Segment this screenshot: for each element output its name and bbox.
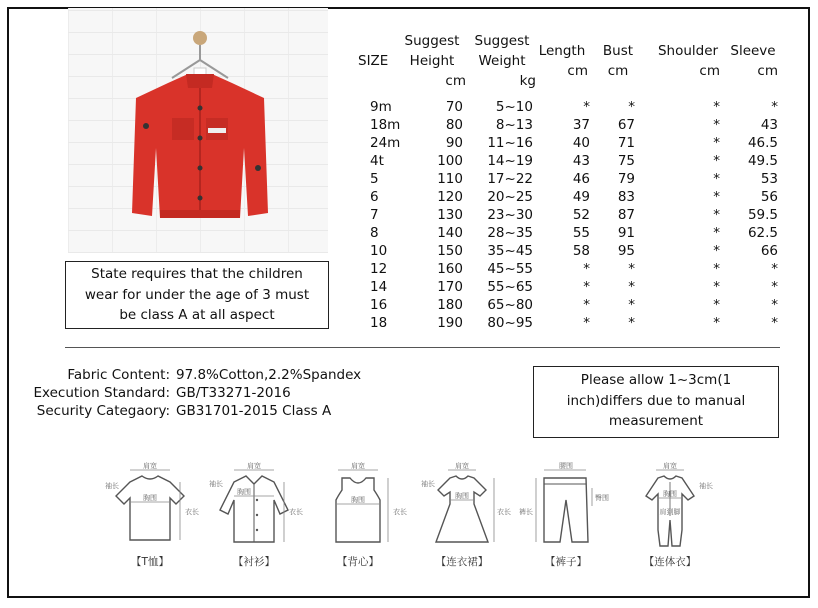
allow-line: measurement: [608, 413, 704, 429]
size-value-cell: 71: [617, 135, 635, 151]
size-value-cell: *: [583, 315, 590, 331]
allow-line: Please allow 1~3cm(1: [580, 372, 732, 388]
size-value-cell: *: [713, 261, 720, 277]
size-value-cell: *: [713, 207, 720, 223]
size-value-cell: *: [713, 243, 720, 259]
size-value-cell: 80~95: [487, 315, 533, 331]
size-value-cell: *: [713, 153, 720, 169]
garment-caption: 【连衣裙】: [435, 556, 489, 568]
size-value-cell: 49: [572, 189, 590, 205]
notice-line: State requires that the children: [91, 266, 303, 282]
size-value-cell: 35~45: [487, 243, 533, 259]
size-label-cell: 16: [370, 297, 388, 313]
dress-diagram-icon: [412, 460, 512, 552]
size-label-cell: 7: [370, 207, 379, 223]
size-label-cell: 6: [370, 189, 379, 205]
size-value-cell: *: [583, 261, 590, 277]
svg-text:肩宽: 肩宽: [351, 462, 365, 470]
size-value-cell: *: [771, 279, 778, 295]
size-value-cell: 62.5: [747, 225, 778, 241]
size-value-cell: *: [713, 171, 720, 187]
svg-text:腰围: 腰围: [559, 462, 573, 470]
svg-text:肩到脚: 肩到脚: [659, 508, 681, 516]
garment-romper: [620, 460, 720, 580]
size-value-cell: 65~80: [487, 297, 533, 313]
svg-text:裤长: 裤长: [519, 508, 533, 516]
size-value-cell: 56: [760, 189, 778, 205]
garment-tshirt: [100, 460, 200, 580]
garment-caption: 【连体衣】: [643, 556, 697, 568]
size-value-cell: 14~19: [487, 153, 533, 169]
size-value-cell: 43: [572, 153, 590, 169]
size-value-cell: 37: [572, 117, 590, 133]
notice-line: wear for under the age of 3 must: [84, 286, 310, 303]
svg-text:肩宽: 肩宽: [143, 462, 157, 470]
size-value-cell: *: [583, 99, 590, 115]
garment-caption: 【衬衫】: [233, 556, 275, 568]
size-label-cell: 9m: [370, 99, 392, 115]
garment-pants: [516, 460, 616, 580]
size-value-cell: 40: [572, 135, 590, 151]
size-value-cell: 28~35: [487, 225, 533, 241]
product-photo: [68, 8, 328, 253]
size-value-cell: *: [713, 117, 720, 133]
red-jacket-icon: [68, 8, 328, 253]
romper-diagram-icon: [620, 460, 720, 552]
size-value-cell: *: [771, 261, 778, 277]
section-divider: [65, 347, 780, 348]
size-value-cell: 110: [437, 171, 463, 187]
size-value-cell: *: [713, 315, 720, 331]
size-value-cell: 58: [572, 243, 590, 259]
size-value-cell: 23~30: [487, 207, 533, 223]
size-value-cell: *: [771, 297, 778, 313]
size-label-cell: 10: [370, 243, 388, 259]
size-value-cell: *: [628, 279, 635, 295]
size-value-cell: *: [713, 279, 720, 295]
size-value-cell: 66: [760, 243, 778, 259]
svg-text:胸围: 胸围: [663, 490, 677, 498]
svg-text:肩宽: 肩宽: [247, 462, 261, 470]
age-requirement-notice: [65, 261, 329, 329]
garment-vest: [308, 460, 408, 580]
garment-shirt: [204, 460, 304, 580]
spec-fabric: Fabric Content: 97.8%Cotton,2.2%Spandex: [67, 367, 362, 383]
size-value-cell: 8~13: [495, 117, 533, 133]
size-value-cell: 45~55: [487, 261, 533, 277]
svg-text:胸围: 胸围: [351, 496, 365, 504]
size-value-cell: 53: [760, 171, 778, 187]
size-label-cell: 18: [370, 315, 388, 331]
shirt-diagram-icon: [204, 460, 304, 552]
measurement-tolerance-notice: [533, 366, 779, 438]
header-height: Suggest Height cm: [404, 33, 466, 89]
size-value-cell: 75: [617, 153, 635, 169]
spec-security: Security Categaory: GB31701-2015 Class A: [36, 403, 332, 419]
fabric-specs: [18, 366, 362, 420]
size-value-cell: 100: [437, 153, 463, 169]
size-label-cell: 5: [370, 171, 379, 187]
size-value-cell: 70: [445, 99, 463, 115]
allow-line: inch)differs due to manual: [566, 392, 746, 409]
size-label-cell: 8: [370, 225, 379, 241]
size-value-cell: 52: [572, 207, 590, 223]
size-value-cell: 79: [617, 171, 635, 187]
size-value-cell: *: [628, 99, 635, 115]
svg-text:肩宽: 肩宽: [663, 462, 677, 470]
size-value-cell: *: [583, 297, 590, 313]
garment-caption: 【T恤】: [131, 556, 169, 568]
size-value-cell: 17~22: [487, 171, 533, 187]
size-value-cell: 59.5: [747, 207, 778, 223]
spec-standard: Execution Standard: GB/T33271-2016: [33, 385, 291, 401]
size-value-cell: 170: [437, 279, 463, 295]
header-bust: Bust cm: [602, 43, 634, 79]
size-label-cell: 14: [370, 279, 388, 295]
size-value-cell: *: [713, 225, 720, 241]
size-value-cell: *: [628, 261, 635, 277]
svg-text:袖长: 袖长: [209, 480, 223, 488]
size-value-cell: 180: [437, 297, 463, 313]
header-size: SIZE: [358, 53, 389, 69]
size-value-cell: *: [713, 297, 720, 313]
header-length: Length cm: [538, 43, 588, 79]
size-value-cell: 150: [437, 243, 463, 259]
size-value-cell: 80: [445, 117, 463, 133]
size-value-cell: 160: [437, 261, 463, 277]
size-label-cell: 4t: [370, 153, 384, 169]
size-label-cell: 12: [370, 261, 388, 277]
garment-caption: 【裤子】: [545, 556, 587, 568]
size-value-cell: 5~10: [495, 99, 533, 115]
svg-text:臀围: 臀围: [595, 494, 609, 502]
size-value-cell: 55~65: [487, 279, 533, 295]
garment-caption: 【背心】: [337, 556, 379, 568]
garment-diagrams: [100, 460, 720, 580]
vest-diagram-icon: [308, 460, 408, 552]
garment-dress: [412, 460, 512, 580]
size-value-cell: 11~16: [487, 135, 533, 151]
svg-text:衣长: 衣长: [289, 508, 303, 516]
size-value-cell: *: [628, 315, 635, 331]
svg-text:衣长: 衣长: [497, 508, 511, 516]
svg-text:胸围: 胸围: [143, 494, 157, 502]
svg-text:衣长: 衣长: [185, 508, 199, 516]
size-label-cell: 24m: [370, 135, 401, 151]
header-weight: Suggest Weight kg: [474, 33, 536, 89]
svg-text:胸围: 胸围: [455, 492, 469, 500]
size-value-cell: *: [713, 135, 720, 151]
tshirt-diagram-icon: [100, 460, 200, 552]
size-value-cell: 190: [437, 315, 463, 331]
size-value-cell: 67: [617, 117, 635, 133]
size-value-cell: 55: [572, 225, 590, 241]
size-value-cell: *: [771, 315, 778, 331]
notice-line: be class A at all aspect: [119, 307, 275, 323]
size-value-cell: 140: [437, 225, 463, 241]
svg-text:袖长: 袖长: [699, 482, 713, 490]
svg-text:袖长: 袖长: [105, 482, 119, 490]
svg-text:肩宽: 肩宽: [455, 462, 469, 470]
size-value-cell: 120: [437, 189, 463, 205]
size-value-cell: 46: [572, 171, 590, 187]
pants-diagram-icon: [516, 460, 616, 552]
svg-text:衣长: 衣长: [393, 508, 407, 516]
svg-text:袖长: 袖长: [421, 480, 435, 488]
header-sleeve: Sleeve cm: [730, 43, 778, 79]
size-value-cell: *: [628, 297, 635, 313]
size-value-cell: 91: [617, 225, 635, 241]
size-value-cell: *: [713, 99, 720, 115]
size-value-cell: 90: [445, 135, 463, 151]
size-value-cell: 87: [617, 207, 635, 223]
header-shoulder: Shoulder cm: [657, 43, 720, 79]
size-value-cell: 20~25: [487, 189, 533, 205]
size-value-cell: 46.5: [747, 135, 778, 151]
svg-text:胸围: 胸围: [237, 488, 251, 496]
size-label-cell: 18m: [370, 117, 401, 133]
size-value-cell: *: [713, 189, 720, 205]
size-value-cell: 130: [437, 207, 463, 223]
size-value-cell: 49.5: [747, 153, 778, 169]
size-value-cell: *: [771, 99, 778, 115]
size-value-cell: *: [583, 279, 590, 295]
size-value-cell: 43: [760, 117, 778, 133]
size-value-cell: 83: [617, 189, 635, 205]
size-value-cell: 95: [617, 243, 635, 259]
